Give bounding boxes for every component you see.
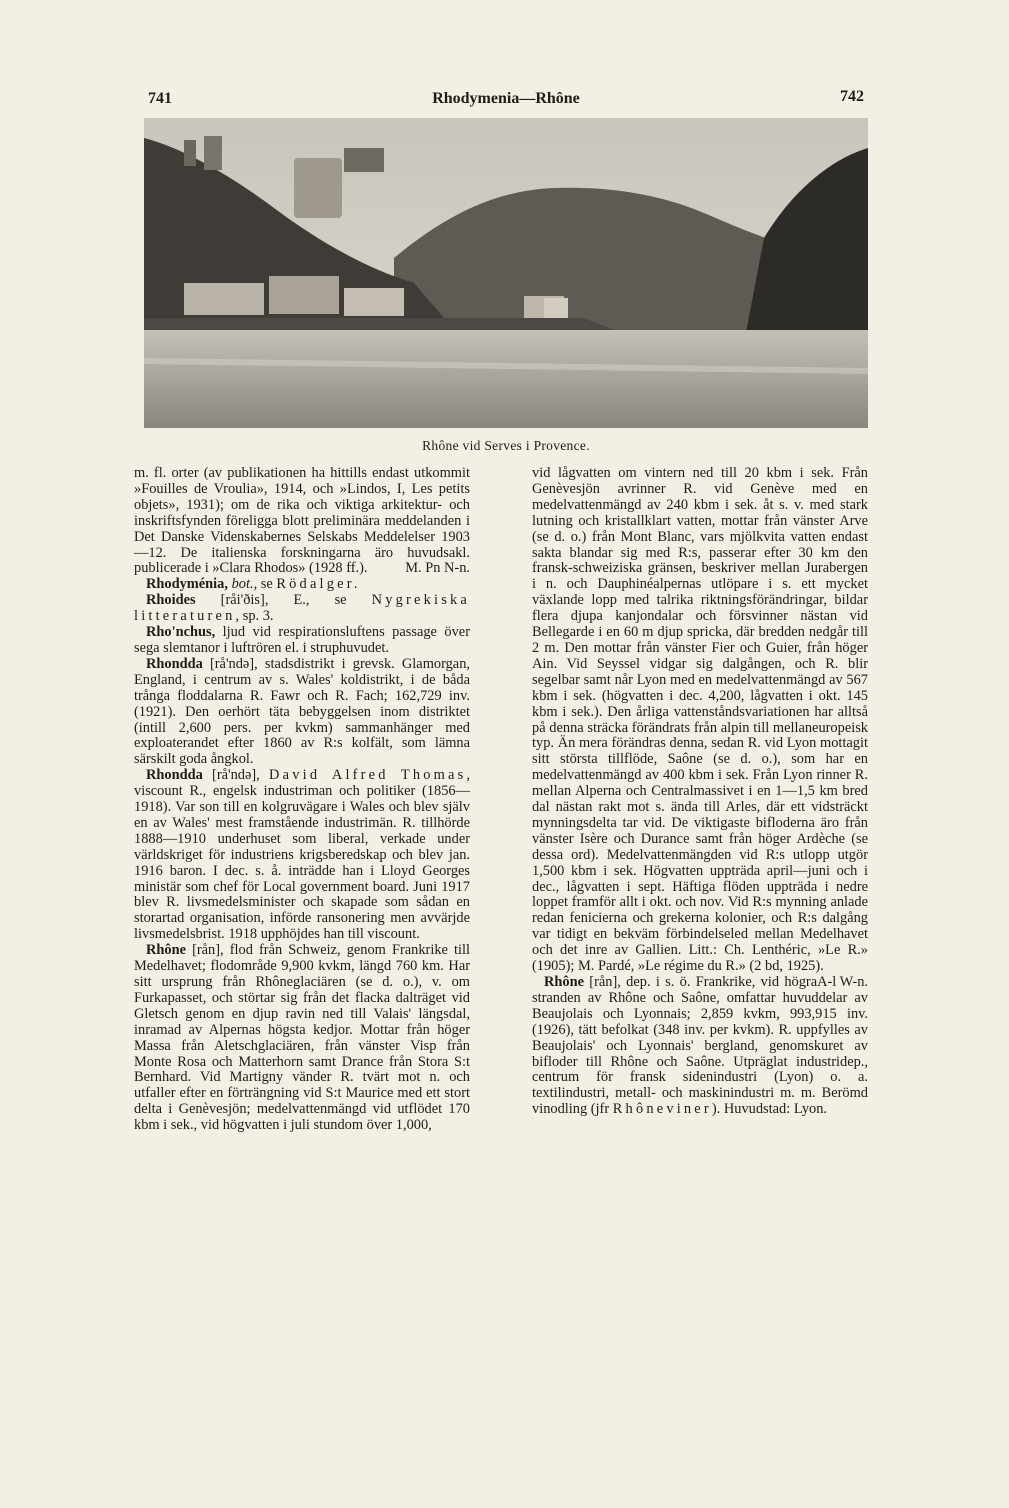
right-column <box>532 466 868 1118</box>
headword: Rhodyménia, <box>146 576 228 593</box>
village-house <box>344 288 404 316</box>
landscape-illustration <box>144 118 868 428</box>
entry-rhondda-district: Rhondda [rå'ndə], stadsdistrikt i grevsk. Glamorgan, England, i centrum av s. Wales' koldistrikt, i de båda trånga floddalarna R. Fawr och R. Fach; 162,729 inv. (1921). Den oerhört täta bebyggelsen inom distriktet (intill 2,600 pers. per kvkm) sammanhänger med exploaterandet efter 1860 av R:s kolfält, som lämna särskilt goda ångkol. <box>134 655 470 768</box>
cross-reference: Nygrekiska litteraturen <box>134 592 470 625</box>
page-header <box>148 86 864 112</box>
running-title: Rhodymenia—Rhône <box>432 90 580 107</box>
headword: Rhondda <box>146 767 203 784</box>
page-number-right: 742 <box>840 88 864 105</box>
village-house <box>184 283 264 315</box>
figure-caption: Rhône vid Serves i Provence. <box>422 438 590 453</box>
entry-rhone-river: Rhône [rån], flod från Schweiz, genom Frankrike till Medelhavet; flodområde 9,900 kvkm, längd 760 km. Har sitt ursprung från Rhôneglaciären (se d. o.), v. om Furkapasset, och störtar sig från det flacka dalträget vid Gletsch genom en djup ravin ned till Valais' längsdal, inramad av Alpernas högsta kedjor. Mottar från höger Massa från Aletschglaciären, från vänster Visp från Monte Rosa och Matterhorn samt Drance från Stora S:t Bernhard. Vid Martigny vänder R. tvärt mot n. och utfaller efter en förträngning vid S:t Maurice med ett stort delta i Genèvesjön; medelvattenmängd vid utflödet 170 kbm i sek., vid högvatten i juli stundom över 1,000, <box>134 942 470 1134</box>
headword: Rhondda <box>146 655 203 672</box>
author-signature: M. Pn N-n. <box>405 560 470 577</box>
castle-tower <box>184 140 196 166</box>
headword: Rhoides <box>146 592 196 609</box>
entry-rhone-department: Rhône [rån], dep. i s. ö. Frankrike, vid högra stranden av Rhône och Saône, omfattar huvuddelar av Beaujolais och Lyonnais; 2,859 kvkm, 993,915 inv. (1926), tätt befolkat (348 inv. per kvkm). R. uppfylles av Beaujolais' och Lyonnais' bergland, genomskuret av bifloder till Rhône och Saône. Utpräglat industridep., centrum för fransk sidenindustri (Lyon) o. a. textilindustri, metall- och maskinindustri m. m. Berömd vinodling (jfr Rhôneviner). Huvudstad: Lyon. <box>532 974 868 1118</box>
headword: Rhône <box>146 942 186 959</box>
castle-round-tower <box>294 158 342 218</box>
author-signature: A-l W-n. <box>817 974 868 990</box>
castle-wall <box>344 148 384 172</box>
continued-paragraph: m. fl. orter (av publikationen ha hittills endast utkommit »Fouilles de Vroulia», 1914, och »Lindos, I, Les petits objets», 1931); om de rika och viktiga arkitektur- och inskriftsfynden föreligga blott preliminära meddelanden i Det Danske Videnskabernes Selskabs Meddelelser 1903—12. De italienska forskningarna äro huvudsakl. publicerade i »Clara Rhodos» (1928 ff.). M. Pn N-n. <box>134 465 470 577</box>
castle-keep <box>204 136 222 170</box>
entry-rhonchus: Rho'nchus, ljud vid respirationsluftens passage över sega slemtanor i luftrören el. i struphuvudet. <box>134 624 470 656</box>
village-house <box>269 276 339 314</box>
headword: Rhône <box>544 974 584 990</box>
entry-rhodymenia: Rhodyménia, bot., se Rödalger. <box>146 576 361 593</box>
entry-rhoides: Rhoides [råi'ðis], E., se Nygrekiska litteraturen, sp. 3. <box>134 592 470 625</box>
river <box>144 330 868 428</box>
page-number-left: 741 <box>148 90 172 107</box>
entry-rhondda-person: Rhondda [rå'ndə], David Alfred Thomas, viscount R., engelsk industriman och politiker (1856—1918). Var son till en kolgruvägare i Wales och blev själv en av Wales' mest framstående industrimän. R. tillhörde 1888—1910 underhuset som liberal, verkade under världskriget för industriens krigsberedskap och blev jan. 1916 baron. I dec. s. å. inträdde han i Lloyd Georges ministär som chef för Local government board. Juni 1917 blev R. livsmedelsminister och skapade som sådan en storartad organisation, införde ransonering men avvärjde livsmedelsbrist. 1918 upphöjdes han till viscount. <box>134 767 470 943</box>
left-column <box>134 466 470 1134</box>
headword: Rho'nchus, <box>146 624 216 641</box>
continued-paragraph: vid lågvatten om vintern ned till 20 kbm i sek. Från Genèvesjön avrinner R. vid Genève med en medelvattenmängd av 240 kbm i sek. åt s. v. med stark lutning och kristallklart vatten, mottar från vänster Arve (se d. o.) från Mont Blanc, vars mjölkvita vatten endast sakta blandar sig med R:s, passerar efter 30 km den fransk-schweiziska gränsen, beskriver mellan Jurabergen i n. och Dauphinéalpernas utlöpare i s. ett mycket växlande lopp med talrika riktningsförändringar, bildar flera djupa kanjondalar och försvinner nästan vid Bellegarde i en 60 m djup spricka, där bredden nedgår till 2 m. Den mottar från vänster Fier och Guier, från höger Ain. Vid Seyssel vidgar sig dalgången, och R. blir segelbar samt når Lyon med en medelvattenmängd av 567 kbm i sek. (högvatten i dec. 4,200, lågvatten i okt. 145 kbm i sek.). Den årliga vattenståndsvariationen har alltså på denna sträcka förändrats från alpin till mellaneuropeisk typ. Än mera förändras denna, sedan R. vid Lyon mottagit sitt största tillflöde, Saône (se d. o.), som har en medelvattenmängd av 400 kbm i sek. Från Lyon rinner R. mellan Alperna och Centralmassivet i en 1—1,5 km bred dal nästan rakt mot s. ända till Arles, där ett vidsträckt mynningsdelta tar vid. De viktigaste biflodernа äro från vänster Isère och Durance samt från höger Ardèche (se dessa ord). Medelvattenmängden vid R:s utlopp utgör 1,500 kbm i sek. Högvatten uppträda april—juni och i dec., lågvatten i sept. Häftiga flöden uppträda i nedre loppet framför allt i okt. och nov. Vid R:s mynning anlade redan fenicierna och grekerna kolonier, och R:s dalgång var tidigt en bekväm förbindelseled mellan Medelhavet och det inre av Gallien. Litt.: Ch. Lenthéric, »Le R.» (1905); M. Pardé, »Le régime du R.» (2 bd, 1925). A-l W-n. <box>532 465 868 990</box>
person-name: David Alfred Thomas <box>269 767 467 784</box>
cross-reference: Rhôneviner <box>612 1101 712 1118</box>
cross-reference: Rödalger. <box>276 576 361 593</box>
photo-rhone-serves <box>144 118 868 428</box>
